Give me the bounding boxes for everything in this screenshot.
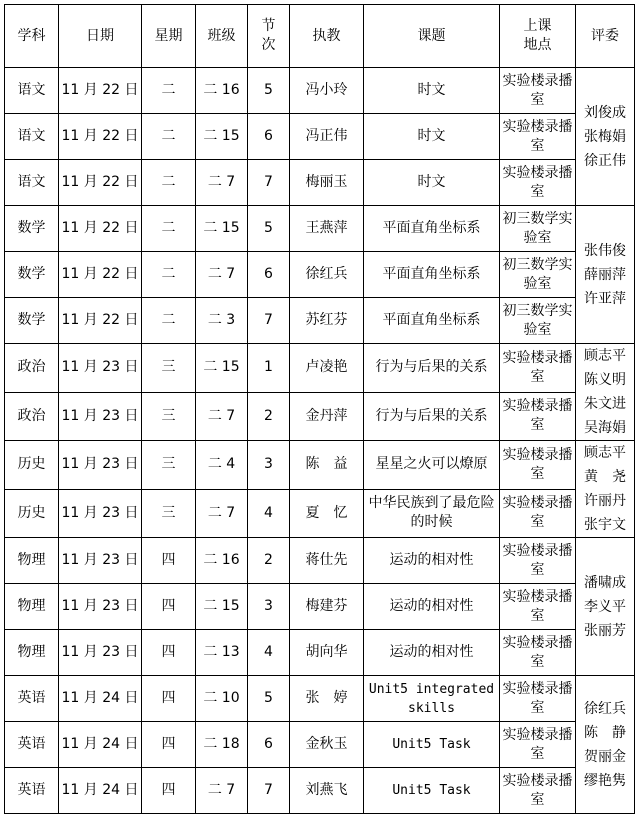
cell-topic: 运动的相对性: [364, 584, 500, 630]
cell-subject: 语文: [5, 160, 59, 206]
cell-period: 7: [248, 298, 290, 344]
cell-topic: 运动的相对性: [364, 538, 500, 584]
cell-date: 11 月 24 日: [59, 722, 142, 768]
table-row: [5, 538, 635, 584]
cell-period: 6: [248, 722, 290, 768]
table-row: [5, 392, 635, 441]
cell-subject: 物理: [5, 538, 59, 584]
header-weekday: 星期: [142, 5, 196, 68]
cell-location: 实验楼录播室: [500, 160, 576, 206]
cell-weekday: 二: [142, 298, 196, 344]
table-row: [5, 676, 635, 722]
cell-topic: 平面直角坐标系: [364, 252, 500, 298]
cell-weekday: 二: [142, 114, 196, 160]
cell-class: 二 15: [196, 114, 248, 160]
judges-history: 顾志平 黄 尧 许丽丹 张宇文: [576, 441, 635, 538]
header-period: 节 次: [248, 5, 290, 68]
cell-topic: Unit5 integrated skills: [364, 676, 500, 722]
table-row: [5, 114, 635, 160]
cell-date: 11 月 23 日: [59, 584, 142, 630]
cell-class: 二 3: [196, 298, 248, 344]
cell-date: 11 月 22 日: [59, 114, 142, 160]
cell-date: 11 月 23 日: [59, 344, 142, 393]
cell-period: 3: [248, 441, 290, 490]
cell-period: 3: [248, 584, 290, 630]
cell-weekday: 二: [142, 252, 196, 298]
cell-subject: 英语: [5, 722, 59, 768]
table-row: [5, 489, 635, 538]
cell-subject: 政治: [5, 392, 59, 441]
table-row: [5, 160, 635, 206]
table-row: [5, 768, 635, 814]
cell-teacher: 张 婷: [290, 676, 364, 722]
header-subject: 学科: [5, 5, 59, 68]
cell-class: 二 15: [196, 584, 248, 630]
header-class: 班级: [196, 5, 248, 68]
cell-subject: 英语: [5, 676, 59, 722]
cell-weekday: 四: [142, 538, 196, 584]
cell-date: 11 月 23 日: [59, 538, 142, 584]
judges-physics: 潘啸成 李义平 张丽芳: [576, 538, 635, 676]
judges-math: 张伟俊 薛丽萍 许亚萍: [576, 206, 635, 344]
cell-teacher: 胡向华: [290, 630, 364, 676]
table-row: [5, 252, 635, 298]
cell-topic: Unit5 Task: [364, 722, 500, 768]
cell-subject: 物理: [5, 584, 59, 630]
cell-location: 实验楼录播室: [500, 68, 576, 114]
cell-class: 二 10: [196, 676, 248, 722]
cell-teacher: 卢凌艳: [290, 344, 364, 393]
cell-period: 5: [248, 68, 290, 114]
cell-date: 11 月 23 日: [59, 441, 142, 490]
table-row: [5, 344, 635, 393]
header-teacher: 执教: [290, 5, 364, 68]
cell-date: 11 月 23 日: [59, 392, 142, 441]
cell-location: 初三数学实验室: [500, 206, 576, 252]
header-judges: 评委: [576, 5, 635, 68]
cell-teacher: 徐红兵: [290, 252, 364, 298]
cell-teacher: 冯正伟: [290, 114, 364, 160]
cell-period: 1: [248, 344, 290, 393]
cell-topic: 星星之火可以燎原: [364, 441, 500, 490]
cell-topic: 行为与后果的关系: [364, 344, 500, 393]
cell-teacher: 刘燕飞: [290, 768, 364, 814]
cell-class: 二 16: [196, 68, 248, 114]
cell-class: 二 18: [196, 722, 248, 768]
table-row: [5, 441, 635, 490]
cell-teacher: 王燕萍: [290, 206, 364, 252]
cell-teacher: 陈 益: [290, 441, 364, 490]
cell-date: 11 月 24 日: [59, 676, 142, 722]
table-row: [5, 722, 635, 768]
cell-teacher: 夏 忆: [290, 489, 364, 538]
cell-topic: 时文: [364, 68, 500, 114]
cell-date: 11 月 22 日: [59, 252, 142, 298]
cell-period: 5: [248, 676, 290, 722]
cell-weekday: 二: [142, 206, 196, 252]
cell-topic: 时文: [364, 160, 500, 206]
cell-subject: 英语: [5, 768, 59, 814]
cell-class: 二 13: [196, 630, 248, 676]
cell-teacher: 蒋仕先: [290, 538, 364, 584]
cell-topic: Unit5 Task: [364, 768, 500, 814]
header-date: 日期: [59, 5, 142, 68]
cell-location: 实验楼录播室: [500, 584, 576, 630]
cell-weekday: 四: [142, 676, 196, 722]
cell-subject: 数学: [5, 298, 59, 344]
cell-location: 实验楼录播室: [500, 676, 576, 722]
cell-weekday: 三: [142, 489, 196, 538]
cell-teacher: 梅建芬: [290, 584, 364, 630]
cell-weekday: 二: [142, 160, 196, 206]
cell-topic: 平面直角坐标系: [364, 298, 500, 344]
cell-date: 11 月 22 日: [59, 206, 142, 252]
table-row: [5, 630, 635, 676]
cell-teacher: 冯小玲: [290, 68, 364, 114]
header-topic: 课题: [364, 5, 500, 68]
cell-location: 实验楼录播室: [500, 722, 576, 768]
cell-location: 实验楼录播室: [500, 538, 576, 584]
cell-location: 实验楼录播室: [500, 114, 576, 160]
cell-weekday: 三: [142, 441, 196, 490]
cell-subject: 历史: [5, 441, 59, 490]
cell-class: 二 7: [196, 160, 248, 206]
cell-weekday: 三: [142, 344, 196, 393]
cell-subject: 数学: [5, 206, 59, 252]
cell-subject: 历史: [5, 489, 59, 538]
cell-teacher: 梅丽玉: [290, 160, 364, 206]
cell-weekday: 四: [142, 722, 196, 768]
cell-topic: 平面直角坐标系: [364, 206, 500, 252]
cell-period: 4: [248, 489, 290, 538]
table-row: [5, 206, 635, 252]
cell-location: 实验楼录播室: [500, 489, 576, 538]
judges-politics: 顾志平 陈义明 朱文进 吴海娟: [576, 344, 635, 441]
cell-class: 二 16: [196, 538, 248, 584]
cell-period: 5: [248, 206, 290, 252]
table-row: [5, 584, 635, 630]
header-row: [5, 5, 635, 68]
cell-topic: 时文: [364, 114, 500, 160]
table-row: [5, 298, 635, 344]
cell-location: 实验楼录播室: [500, 344, 576, 393]
cell-topic: 行为与后果的关系: [364, 392, 500, 441]
cell-date: 11 月 22 日: [59, 160, 142, 206]
cell-period: 2: [248, 538, 290, 584]
cell-period: 6: [248, 114, 290, 160]
cell-location: 初三数学实验室: [500, 252, 576, 298]
cell-class: 二 7: [196, 392, 248, 441]
cell-period: 7: [248, 768, 290, 814]
cell-weekday: 三: [142, 392, 196, 441]
cell-subject: 政治: [5, 344, 59, 393]
cell-subject: 物理: [5, 630, 59, 676]
cell-class: 二 7: [196, 252, 248, 298]
cell-subject: 数学: [5, 252, 59, 298]
cell-date: 11 月 23 日: [59, 630, 142, 676]
cell-teacher: 金丹萍: [290, 392, 364, 441]
cell-class: 二 15: [196, 206, 248, 252]
cell-topic: 运动的相对性: [364, 630, 500, 676]
cell-teacher: 苏红芬: [290, 298, 364, 344]
judges-chinese: 刘俊成 张梅娟 徐正伟: [576, 68, 635, 206]
cell-subject: 语文: [5, 68, 59, 114]
cell-class: 二 7: [196, 489, 248, 538]
cell-period: 7: [248, 160, 290, 206]
judges-english: 徐红兵 陈 静 贺丽金 缪艳隽: [576, 676, 635, 814]
cell-location: 实验楼录播室: [500, 630, 576, 676]
cell-weekday: 四: [142, 584, 196, 630]
cell-topic: 中华民族到了最危险的时候: [364, 489, 500, 538]
cell-period: 2: [248, 392, 290, 441]
cell-weekday: 四: [142, 630, 196, 676]
cell-date: 11 月 24 日: [59, 768, 142, 814]
cell-class: 二 4: [196, 441, 248, 490]
cell-subject: 语文: [5, 114, 59, 160]
cell-date: 11 月 23 日: [59, 489, 142, 538]
cell-period: 4: [248, 630, 290, 676]
cell-date: 11 月 22 日: [59, 298, 142, 344]
header-location: 上课 地点: [500, 5, 576, 68]
cell-teacher: 金秋玉: [290, 722, 364, 768]
cell-date: 11 月 22 日: [59, 68, 142, 114]
cell-location: 实验楼录播室: [500, 392, 576, 441]
table-row: [5, 68, 635, 114]
schedule-table: [4, 4, 635, 814]
cell-location: 实验楼录播室: [500, 441, 576, 490]
cell-location: 实验楼录播室: [500, 768, 576, 814]
cell-period: 6: [248, 252, 290, 298]
cell-class: 二 15: [196, 344, 248, 393]
cell-class: 二 7: [196, 768, 248, 814]
cell-weekday: 二: [142, 68, 196, 114]
cell-weekday: 四: [142, 768, 196, 814]
cell-location: 初三数学实验室: [500, 298, 576, 344]
